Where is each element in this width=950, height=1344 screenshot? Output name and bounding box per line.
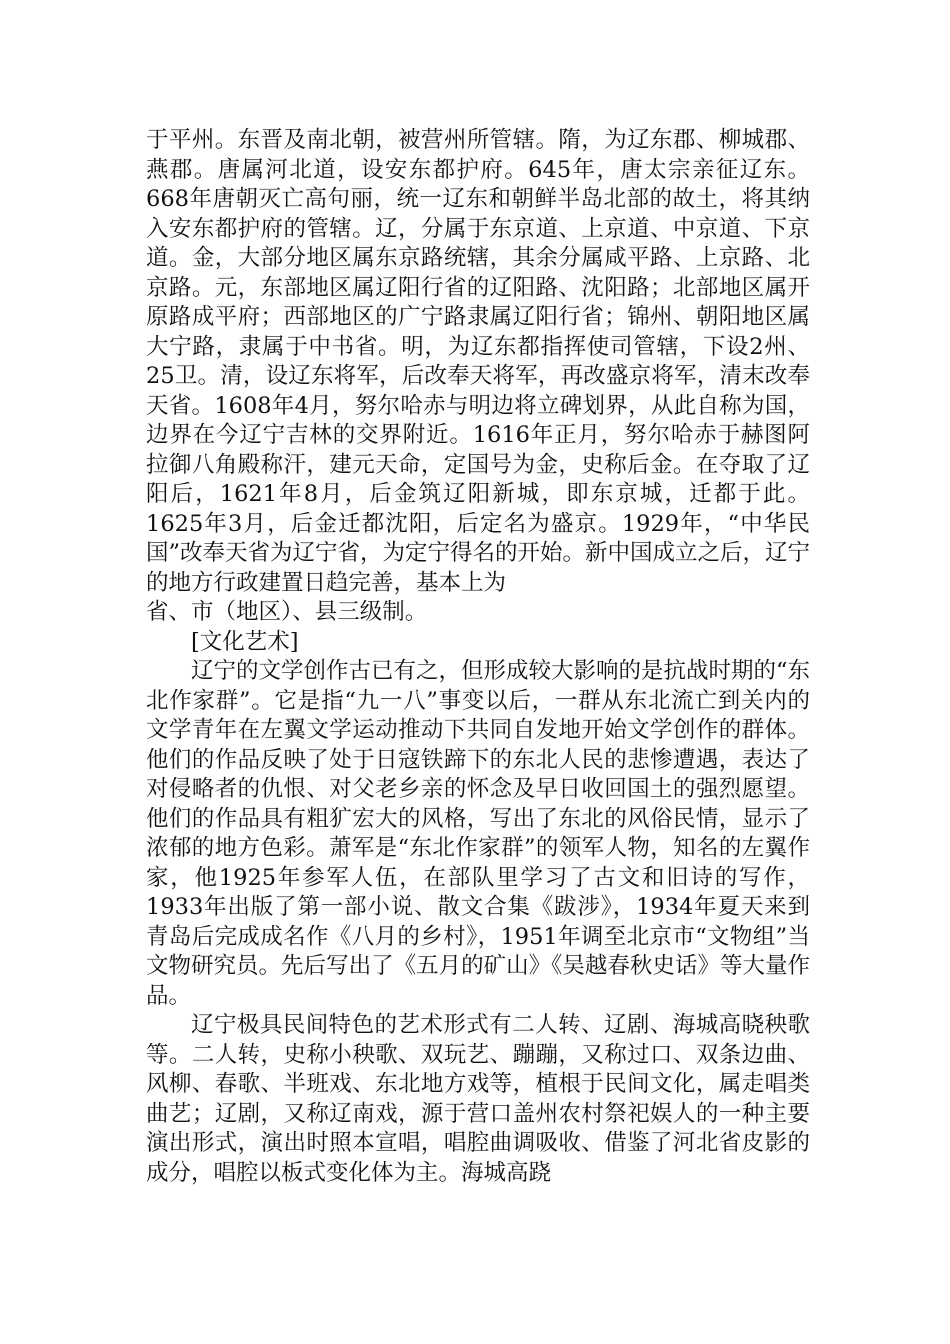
document-page [146, 126, 810, 1188]
culture-paragraph-literature: 辽宁的文学创作古已有之，但形成较大影响的是抗战时期的“东北作家群”。它是指“九一八”事变以后，一群从东北流亡到关内的文学青年在左翼文学运动推动下共同自发地开始文学创作的群体。他们的作品反映了处于日寇铁蹄下的东北人民的悲惨遭遇，表达了对侵略者的仇恨、对父老乡亲的怀念及早日收回国土的强烈愿望。他们的作品具有粗犷宏大的风格，写出了东北的风俗民情，显示了浓郁的地方色彩。萧军是“东北作家群”的领军人物，知名的左翼作家，他1925年参军人伍，在部队里学习了古文和旧诗的写作，1933年出版了第一部小说、散文合集《跋涉》，1934年夏天来到青岛后完成成名作《八月的乡村》，1951年调至北京市“文物组”当文物研究员。先后写出了《五月的矿山》《吴越春秋史话》等大量作品。 [146, 658, 811, 1009]
section-heading-culture: [文化艺术] [191, 628, 299, 655]
culture-paragraph-folk-arts: 辽宁极具民间特色的艺术形式有二人转、辽剧、海城高晓秧歌等。二人转，史称小秧歌、双玩艺、蹦蹦，又称过口、双条边曲、风柳、春歌、半班戏、东北地方戏等，植根于民间文化，属走唱类曲艺；辽剧，又称辽南戏，源于营口盖州农村祭祀娱人的一种主要演出形式，演出时照本宣唱，唱腔曲调吸收、借鉴了河北省皮影的成分，唱腔以板式变化体为主。海城高跷 [146, 1012, 810, 1186]
history-paragraph: 于平州。东晋及南北朝，被营州所管辖。隋，为辽东郡、柳城郡、燕郡。唐属河北道，设安东都护府。645年，唐太宗亲征辽东。668年唐朝灭亡高句丽，统一辽东和朝鲜半岛北部的故土，将其纳入安东都护府的管辖。辽，分属于东京道、上京道、中京道、下京道。金，大部分地区属东京路统辖，其余分属咸平路、上京路、北京路。元，东部地区属辽阳行省的辽阳路、沈阳路；北部地区属开原路成平府；西部地区的广宁路隶属辽阳行省；锦州、朝阳地区属大宁路，隶属于中书省。明，为辽东都指挥使司管辖，下设2州、25卫。清，设辽东将军，后改奉天将军，再改盛京将军，清末改奉天省。1608年4月，努尔哈赤与明边将立碑划界，从此自称为国，边界在今辽宁吉林的交界附近。1616年正月，努尔哈赤于赫图阿拉御八角殿称汗，建元天命，定国号为金，史称后金。在夺取了辽阳后，1621年8月，后金筑辽阳新城，即东京城，迁都于此。1625年3月，后金迁都沈阳，后定名为盛京。1929年，“中华民国”改奉天省为辽宁省，为定宁得名的开始。新中国成立之后，辽宁的地方行政建置日趋完善，基本上为 [146, 127, 811, 596]
history-paragraph-tail: 省、市（地区）、县三级制。 [146, 599, 428, 625]
